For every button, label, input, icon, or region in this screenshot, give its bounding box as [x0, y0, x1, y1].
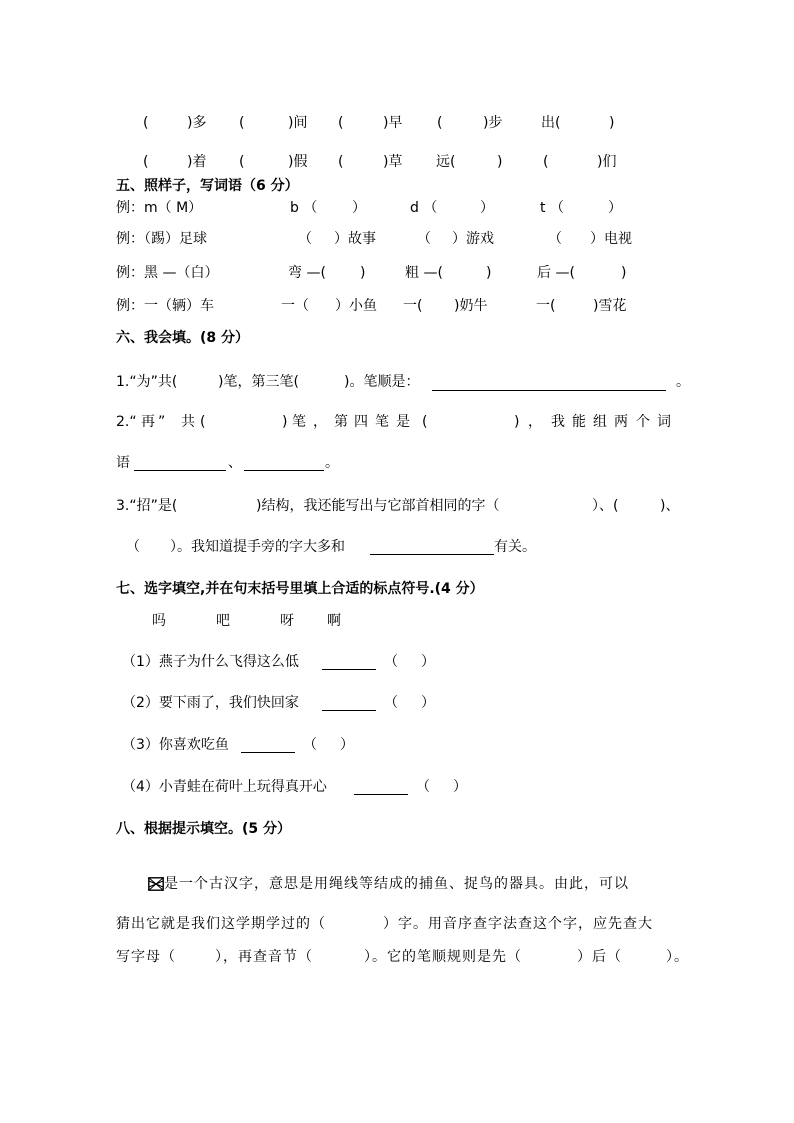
paren-close-text: )草: [383, 154, 403, 170]
item-open: b （: [290, 200, 318, 216]
item-open: 粗 —(: [405, 265, 443, 281]
text: 有关。: [494, 539, 536, 555]
q7-word-bank: [0, 610, 794, 632]
text: 猜出它就是我们这学期学过的（: [116, 916, 326, 932]
paren-open: （: [416, 779, 430, 795]
text: 两: [614, 414, 628, 430]
q5-row-3: [0, 262, 794, 284]
text: ，: [528, 414, 542, 430]
paren-close: ): [609, 115, 615, 131]
answer-blank[interactable]: [432, 390, 666, 391]
item-open: d （: [410, 200, 438, 216]
paren-open: (: [437, 115, 443, 131]
paren-close-text: )们: [597, 154, 617, 170]
item-close: ）小鱼: [335, 298, 377, 314]
paren-close: ）: [453, 779, 467, 795]
text: ）后（: [577, 949, 622, 965]
answer-blank[interactable]: [241, 752, 295, 753]
item-close: )奶牛: [454, 298, 488, 314]
paren-close: ）: [340, 737, 354, 753]
text: 词: [657, 414, 671, 430]
word-option: 吗: [152, 613, 166, 629]
item-close: ）故事: [334, 231, 376, 247]
answer-blank[interactable]: [134, 470, 226, 471]
paren-close-text: )早: [383, 115, 403, 131]
sentence: （2）要下雨了，我们快回家: [122, 695, 299, 711]
paren-close-text: )间: [288, 115, 308, 131]
paren-open: (: [338, 115, 344, 131]
paren-open: (: [143, 115, 149, 131]
item-open: （: [548, 231, 562, 247]
text: 。: [676, 374, 690, 390]
paren-open: （: [384, 695, 398, 711]
text: 是: [396, 414, 410, 430]
text: 四: [354, 414, 368, 430]
paren-open: （: [303, 737, 317, 753]
paren-close: ）: [421, 654, 435, 670]
answer-blank[interactable]: [322, 669, 376, 670]
text: 笔: [292, 414, 306, 430]
q8-title: 八、根据提示填空。(5 分）: [116, 821, 292, 837]
text: （: [126, 539, 140, 555]
text: 能: [572, 414, 586, 430]
item-close: ): [360, 265, 366, 281]
q7-sentence-1: [0, 651, 794, 673]
text: 个: [636, 414, 650, 430]
item-close: ）: [352, 200, 366, 216]
item-open: 后 —(: [537, 265, 575, 281]
text: 笔: [375, 414, 389, 430]
text: ），再查音节（: [215, 949, 313, 965]
text: 共: [181, 414, 195, 430]
text: 语: [116, 455, 130, 471]
text: 是一个古汉字，意思是用绳线等结成的捕鱼、捉鸟的器具。由此，可以: [164, 876, 629, 892]
answer-blank[interactable]: [370, 554, 494, 555]
text: 第: [334, 414, 348, 430]
q5-row-1: [0, 197, 794, 219]
q6-line-3: [0, 452, 794, 474]
item-open: 弯 —(: [288, 265, 326, 281]
q6-line-2: [0, 411, 794, 433]
paren-open-text: 远(: [436, 154, 456, 170]
item-open: 一（: [281, 298, 309, 314]
text: )。笔顺是：: [344, 374, 420, 390]
example: 例：黑 —（白）: [116, 265, 219, 281]
text: ): [514, 414, 520, 430]
item-open: 一(: [536, 298, 556, 314]
paren-close-text: )多: [187, 115, 207, 131]
word-option: 呀: [280, 613, 294, 629]
paren-open: （: [384, 654, 398, 670]
text: 写字母（: [116, 949, 176, 965]
paren-close-text: )步: [483, 115, 503, 131]
text: 2.“: [116, 414, 137, 430]
text: 3.“招”是(: [116, 498, 178, 514]
q7-sentence-3: [0, 734, 794, 756]
text: ): [282, 414, 288, 430]
text: ”: [158, 414, 166, 430]
text: ，: [313, 414, 327, 430]
q5-title: 五、照样子，写词语（6 分）: [116, 178, 299, 194]
q8-paragraph-line-3: [0, 946, 794, 968]
item-close: ): [621, 265, 627, 281]
q6-title: 六、我会填。(8 分）: [116, 330, 250, 346]
word-option: 吧: [216, 613, 230, 629]
paren-close-text: )假: [288, 154, 308, 170]
example: 例：m（ M）: [116, 200, 203, 216]
text: ）。我知道提手旁的字大多和: [170, 539, 345, 555]
q4-row-2: [0, 151, 794, 173]
paren-open: (: [543, 154, 549, 170]
text: ）、(: [592, 498, 619, 514]
text: 。: [325, 455, 339, 471]
q7-title: 七、选字填空,并在句末括号里填上合适的标点符号.(4 分）: [116, 581, 484, 597]
paren-close: ）: [421, 695, 435, 711]
q7-sentence-2: [0, 692, 794, 714]
paren-open: (: [239, 115, 245, 131]
text: 组: [593, 414, 607, 430]
text: ）字。用音序查字法查这个字，应先查大: [383, 916, 653, 932]
text: 再: [141, 414, 155, 430]
text: (: [200, 414, 206, 430]
example: 例：一（辆）车: [116, 298, 214, 314]
item-close: ）电视: [590, 231, 632, 247]
item-close: ）: [480, 200, 494, 216]
sentence: （3）你喜欢吃鱼: [122, 737, 229, 753]
item-close: ): [486, 265, 492, 281]
answer-blank[interactable]: [244, 470, 324, 471]
q8-paragraph-line-1: [0, 873, 794, 895]
text: )、: [660, 498, 680, 514]
text: 、: [228, 455, 242, 471]
text: (: [422, 414, 428, 430]
q6-line-1: [0, 371, 794, 393]
item-close: )雪花: [593, 298, 627, 314]
q6-line-4: [0, 495, 794, 517]
text: )结构，我还能写出与它部首相同的字（: [256, 498, 500, 514]
item-close: ）: [608, 200, 622, 216]
example: 例：（踢）足球: [116, 231, 207, 247]
paren-open: (: [338, 154, 344, 170]
text: ）。它的笔顺规则是先（: [364, 949, 522, 965]
item-open: （: [298, 231, 312, 247]
answer-blank[interactable]: [322, 710, 376, 711]
q4-row-1: [0, 112, 794, 134]
paren-open-text: 出(: [541, 115, 561, 131]
q8-paragraph-line-2: [0, 913, 794, 935]
text: 1.“为”共(: [116, 374, 178, 390]
answer-blank[interactable]: [354, 794, 408, 795]
q5-row-4: [0, 295, 794, 317]
paren-close: ): [497, 154, 503, 170]
word-option: 啊: [327, 613, 341, 629]
paren-open: (: [239, 154, 245, 170]
paren-open: (: [143, 154, 149, 170]
paren-close-text: )着: [187, 154, 207, 170]
sentence: （1）燕子为什么飞得这么低: [122, 654, 299, 670]
item-close: ）游戏: [452, 231, 494, 247]
item-open: t （: [540, 200, 564, 216]
item-open: （: [417, 231, 431, 247]
item-open: 一(: [403, 298, 423, 314]
q5-row-2: [0, 228, 794, 250]
text: )笔，第三笔(: [218, 374, 299, 390]
text: ）。: [666, 949, 689, 965]
sentence: （4）小青蛙在荷叶上玩得真开心: [122, 779, 327, 795]
text: 我: [551, 414, 565, 430]
